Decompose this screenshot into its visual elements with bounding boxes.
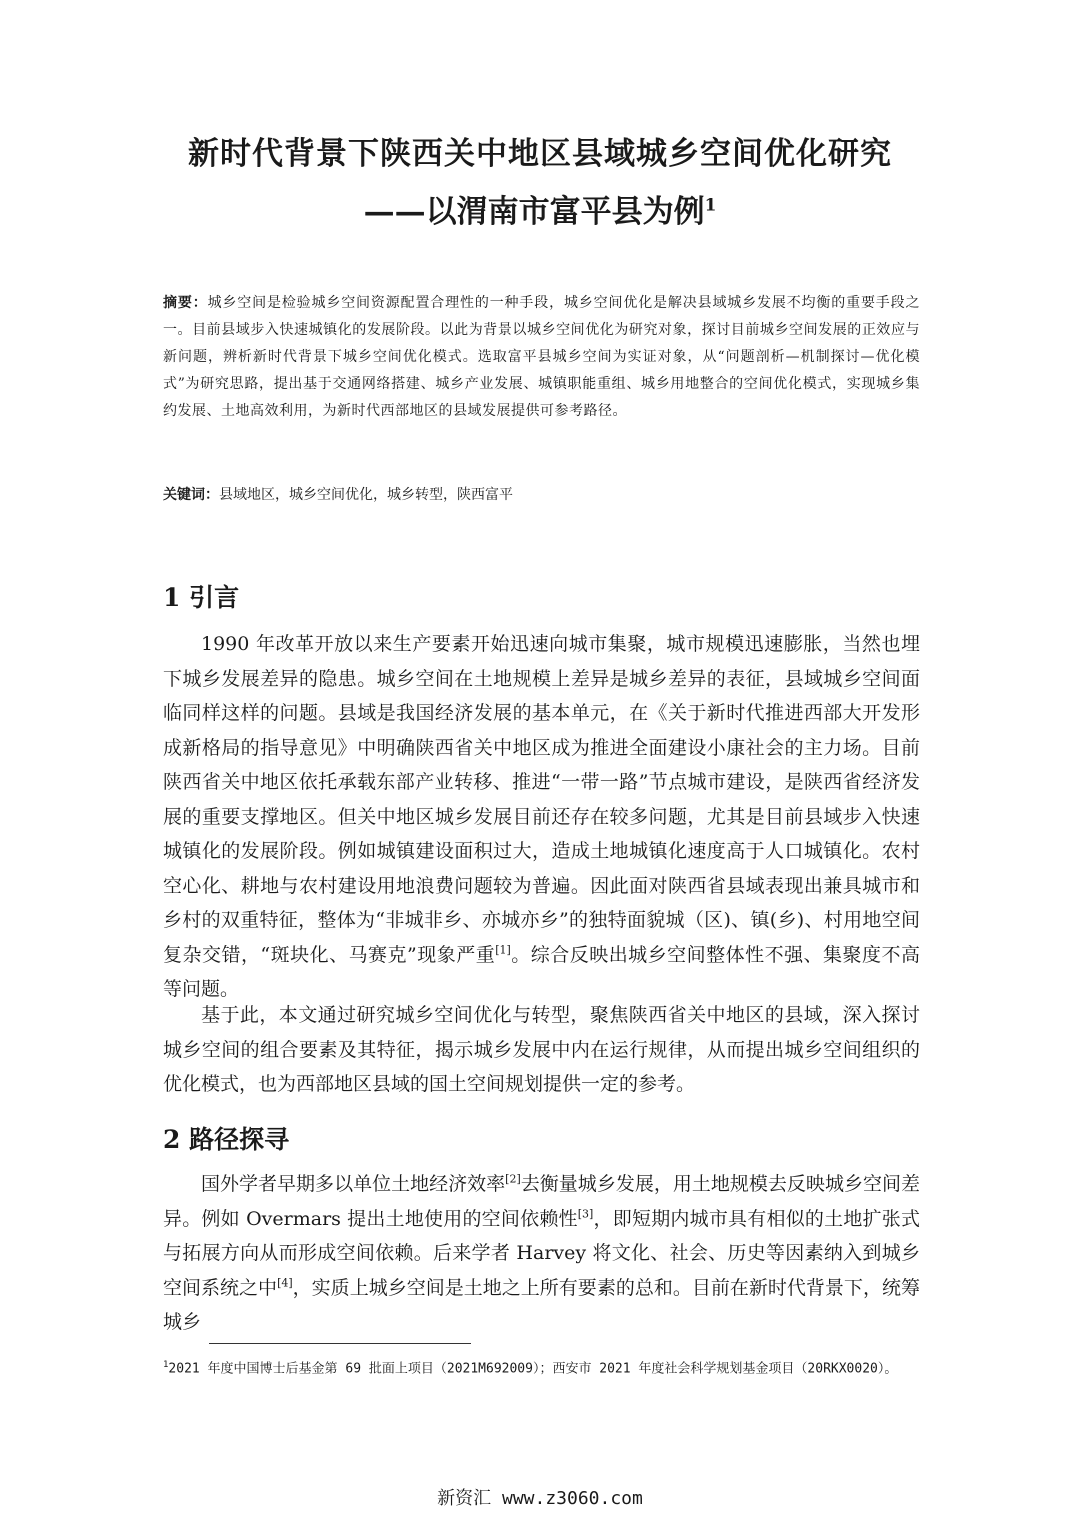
citation-2[interactable]: [2] (505, 1172, 521, 1186)
subtitle-text: ——以渭南市富平县为例 (363, 194, 705, 230)
footnote (163, 1353, 920, 1381)
path-text-b: 去衡量城乡发展，用土地规模去反映城乡空间差异。例如 Overmars 提出土地使用的空间依赖性 (163, 1173, 920, 1230)
path-paragraph-1 (163, 1167, 920, 1340)
paper-subtitle (0, 186, 1080, 231)
footnote-divider (209, 1343, 471, 1344)
citation-4[interactable]: [4] (277, 1276, 293, 1290)
intro-p1-text-a: 1990 年改革开放以来生产要素开始迅速向城市集聚，城市规模迅速膨胀，当然也埋下城乡发展差异的隐患。城乡空间在土地规模上差异是城乡差异的表征，县域城乡空间面临同样这样的问题。县域是我国经济发展的基本单元，在《关于新时代推进西部大开发形成新格局的指导意见》中明确陕西省关中地区成为推进全面建设小康社会的主力场。目前陕西省关中地区依托承载东部产业转移、推进“一带一路”节点城市建设，是陕西省经济发展的重要支撑地区。但关中地区城乡发展目前还存在较多问题，尤其是目前县域步入快速城镇化的发展阶段。例如城镇建设面积过大，造成土地城镇化速度高于人口城镇化。农村空心化、耕地与农村建设用地浪费问题较为普遍。因此面对陕西省县域表现出兼具城市和乡村的双重特征，整体为“非城非乡、亦城亦乡”的独特面貌城（区)、镇(乡)、村用地空间复杂交错，“斑块化、马赛克”现象严重 (163, 633, 920, 966)
intro-p1-text-b: 。综合反映出城乡空间整体性不强、集聚度不高等问题。 (163, 943, 920, 1000)
section-heading-path: 2 路径探寻 (163, 1125, 290, 1154)
path-text-a: 国外学者早期多以单位土地经济效率 (201, 1173, 506, 1195)
title-footnote-mark: 1 (704, 195, 717, 216)
paper-title: 新时代背景下陕西关中地区县域城乡空间优化研究 (188, 136, 892, 172)
abstract-text: 城乡空间是检验城乡空间资源配置合理性的一种手段，城乡空间优化是解决县域城乡发展不均衡的重要手段之一。目前县域步入快速城镇化的发展阶段。以此为背景以城乡空间优化为研究对象，探讨目前城乡空间发展的正效应与新问题，辨析新时代背景下城乡空间优化模式。选取富平县城乡空间为实证对象，从“问题剖析—机制探讨—优化模式”为研究思路，提出基于交通网络搭建、城乡产业发展、城镇职能重组、城乡用地整合的空间优化模式，实现城乡集约发展、土地高效利用，为新时代西部地区的县域发展提供可参考路径。 (163, 295, 921, 419)
watermark: 新资汇 www.z3060.com (437, 1488, 643, 1509)
section-heading-introduction: 1 引言 (163, 583, 240, 612)
intro-paragraph-2: 基于此，本文通过研究城乡空间优化与转型，聚焦陕西省关中地区的县域，深入探讨城乡空间的组合要素及其特征，揭示城乡发展中内在运行规律，从而提出城乡空间组织的优化模式，也为西部地区县域的国土空间规划提供一定的参考。 (163, 1004, 920, 1095)
abstract (163, 290, 920, 425)
path-text-d: ，实质上城乡空间是土地之上所有要素的总和。目前在新时代背景下，统筹城乡 (163, 1276, 920, 1333)
keywords-text: 县域地区，城乡空间优化，城乡转型，陕西富平 (219, 487, 513, 503)
abstract-label: 摘要： (163, 295, 208, 311)
intro-paragraph-1 (163, 627, 920, 1007)
keywords-label: 关键词： (163, 487, 219, 503)
keywords (163, 483, 920, 507)
citation-1[interactable]: [1] (495, 943, 511, 957)
citation-3[interactable]: [3] (577, 1207, 594, 1221)
footnote-mark: 1 (163, 1360, 169, 1370)
footnote-text: 2021 年度中国博士后基金第 69 批面上项目（2021M692009）；西安市 2021 年度社会科学规划基金项目（20RKX0020）。 (168, 1361, 898, 1377)
path-text-c: ，即短期内城市具有相似的土地扩张式与拓展方向从而形成空间依赖。后来学者 Harvey 将文化、社会、历史等因素纳入到城乡空间系统之中 (163, 1207, 920, 1299)
